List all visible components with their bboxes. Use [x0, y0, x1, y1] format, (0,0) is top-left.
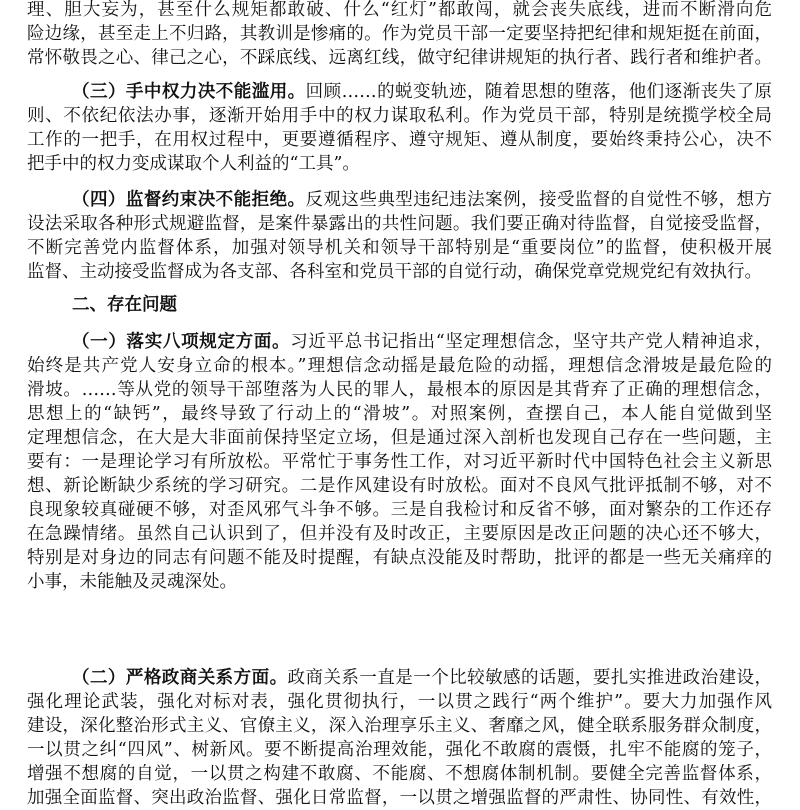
text-line: 始终是共产党人安身立命的根本。”理想信念动摇是最危险的动摇，理想信念滑坡是最危险的 [27, 356, 772, 376]
text-line [27, 330, 772, 354]
text-line: 常怀敬畏之心、律己之心，不踩底线、远离红线，做守纪律讲规矩的执行者、践行者和维护者。 [27, 48, 772, 68]
text-line: 工作的一把手，在用权过程中，更要遵循程序、遵守规矩、遵从制度，要始终秉持公心，决不 [27, 130, 772, 150]
text-span: 回顾……的蜕变轨迹，随着思想的堕落，他们逐渐丧失了原 [305, 82, 772, 102]
text-line: 滑坡。……等从党的领导干部堕落为人民的罪人，最根本的原因是其背弃了正确的理想信念， [27, 380, 772, 400]
text-span: 反观这些典型违纪违法案例，接受监督的自觉性不够，想方 [305, 190, 772, 210]
text-line: 思想上的“缺钙”，最终导致了行动上的“滑坡”。对照案例，查摆自己，本人能自觉做到坚 [27, 404, 772, 424]
text-line: 特别是对身边的同志有问题不能及时提醒，有缺点没能及时帮助，批评的都是一些无关痛痒的 [27, 548, 772, 568]
text-line: 想、新论断缺少系统的学习研究。二是作风建设有时放松。面对不良风气批评抵制不够，对不 [27, 476, 772, 496]
text-line: 要有：一是理论学习有所放松。平常忙于事务性工作，对习近平新时代中国特色社会主义新思 [27, 452, 772, 472]
text-line: 一以贯之纠“四风”、树新风。要不断提高治理效能，强化不敢腐的震慑，扎牢不能腐的笼子， [27, 740, 772, 760]
text-span: 习近平总书记指出“坚定理想信念，坚守共产党人精神追求， [290, 332, 772, 352]
text-line: 强化理论武装，强化对标对表，强化贯彻执行，一以贯之践行“两个维护”。要大力加强作风 [27, 692, 772, 712]
text-line: 增强不想腐的自觉，一以贯之构建不敢腐、不能腐、不想腐体制机制。要健全完善监督体系， [27, 764, 772, 784]
text-line: 建设，深化整治形式主义、官僚主义，深入治理享乐主义、奢靡之风，健全联系服务群众制度， [27, 716, 772, 736]
paragraph-lead: （二）严格政商关系方面。 [72, 668, 288, 688]
text-line: 险边缘，甚至走上不归路，其教训是惨痛的。作为党员干部一定要坚持把纪律和规矩挺在前面， [27, 24, 772, 44]
text-line: 良现象较真碰硬不够，对歪风邪气斗争不够。三是自我检讨和反省不够，面对繁杂的工作还存 [27, 500, 772, 520]
text-line [27, 80, 772, 104]
text-line: 在急躁情绪。虽然自己认识到了，但并没有及时改正，主要原因是改正问题的决心还不够大， [27, 524, 772, 544]
text-line: 监督、主动接受监督成为各支部、各科室和党员干部的自觉行动，确保党章党规党纪有效执行。 [27, 262, 762, 282]
paragraph-discipline-continued [27, 0, 772, 70]
paragraph-eight-rules [27, 330, 772, 594]
section-heading: 二、存在问题 [72, 295, 177, 315]
text-span: 政商关系一直是一个比较敏感的话题，要扎实推进政治建设， [287, 668, 772, 688]
text-line: 则、不依纪依法办事，逐渐开始用手中的权力谋取私利。作为党员干部，特别是统揽学校全局 [27, 106, 772, 126]
paragraph-lead: （一）落实八项规定方面。 [72, 332, 291, 352]
text-line: 理、胆大妄为，甚至什么规矩都敢破、什么“红灯”都敢闯，就会丧失底线，进而不断滑向危 [27, 0, 772, 20]
text-line [27, 666, 772, 690]
text-line: 设法采取各种形式规避监督，是案件暴露出的共性问题。我们要正确对待监督，自觉接受监督， [27, 214, 772, 234]
text-line: 不断完善党内监督体系，加强对领导机关和领导干部特别是“重要岗位”的监督，使积极开展 [27, 238, 772, 258]
section-heading-block [27, 293, 772, 317]
paragraph-power-abuse [27, 80, 772, 176]
paragraph-lead: （四）监督约束决不能拒绝。 [72, 190, 306, 210]
paragraph-supervision [27, 188, 772, 284]
text-line: 把手中的权力变成谋取个人利益的“工具”。 [27, 154, 360, 174]
paragraph-government-business [27, 666, 772, 810]
paragraph-lead: （三）手中权力决不能滥用。 [72, 82, 306, 102]
text-line: 定理想信念，在大是大非面前保持坚定立场，但是通过深入剖析也发现自己存在一些问题，主 [27, 428, 772, 448]
text-line: 加强全面监督、突出政治监督、强化日常监督，一以贯之增强监督的严肃性、协同性、有效性， [27, 788, 772, 808]
text-line [27, 188, 772, 212]
text-line: 小事，未能触及灵魂深处。 [27, 572, 237, 592]
